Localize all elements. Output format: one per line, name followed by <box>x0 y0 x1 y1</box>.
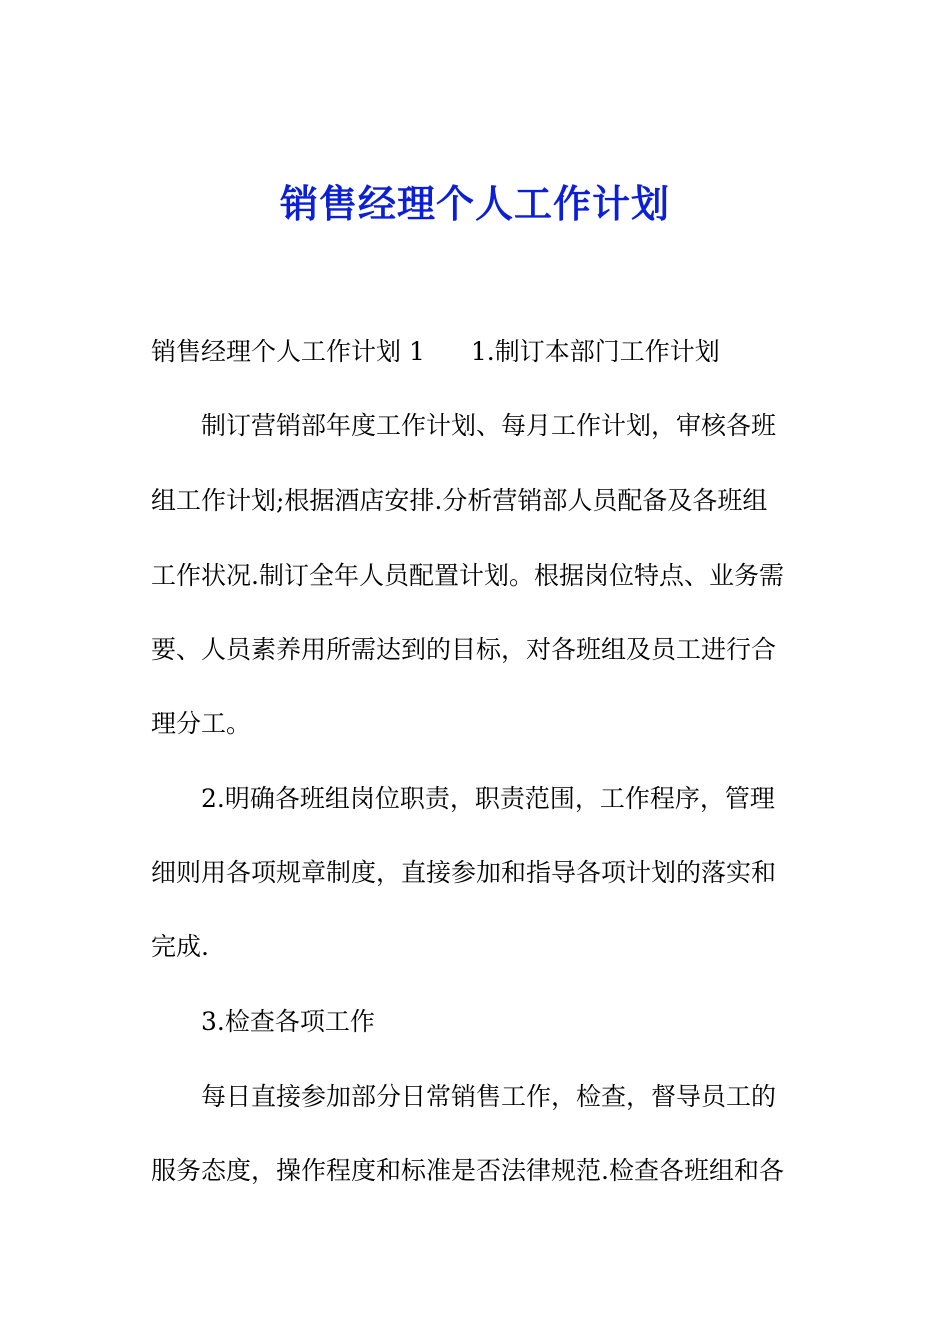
paragraph-line: 服务态度，操作程度和标准是否法律规范.检查各班组和各 <box>151 1156 784 1185</box>
paragraph-line: 完成. <box>151 932 209 961</box>
paragraph-line: 组工作计划;根据酒店安排.分析营销部人员配备及各班组 <box>151 486 768 515</box>
paragraph-line: 制订营销部年度工作计划、每月工作计划，审核各班 <box>201 411 777 440</box>
body-line-1 <box>151 339 806 364</box>
paragraph-line: 要、人员素养用所需达到的目标，对各班组及员工进行合 <box>151 635 777 664</box>
paragraph-line: 2.明确各班组岗位职责，职责范围，工作程序，管理 <box>201 784 775 813</box>
paragraph-line: 细则用各项规章制度，直接参加和指导各项计划的落实和 <box>151 858 777 887</box>
section-3-heading: 3.检查各项工作 <box>201 1007 375 1036</box>
section-1-heading: 1.制订本部门工作计划 <box>470 337 720 366</box>
heading-label: 销售经理个人工作计划 1 <box>151 337 425 366</box>
paragraph-line: 工作状况.制订全年人员配置计划。根据岗位特点、业务需 <box>151 561 784 590</box>
document-title: 销售经理个人工作计划 <box>279 182 670 226</box>
paragraph-line: 理分工。 <box>151 709 252 738</box>
paragraph-line: 每日直接参加部分日常销售工作，检查，督导员工的 <box>201 1082 777 1111</box>
